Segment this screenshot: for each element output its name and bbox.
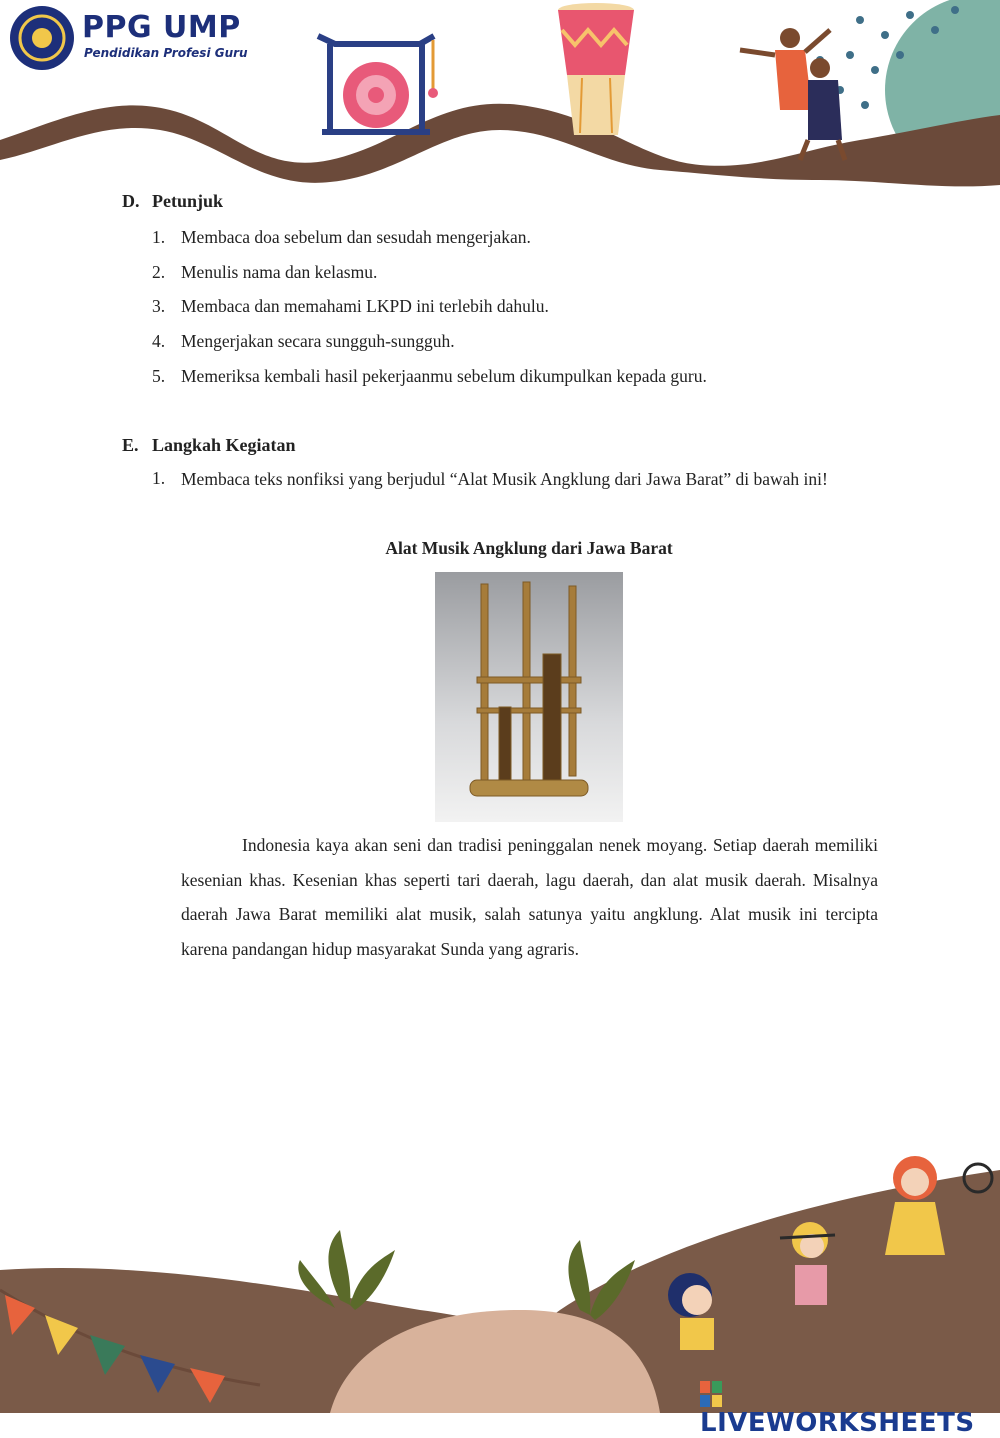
section-d-letter: D. [122, 191, 140, 211]
section-e-heading [122, 435, 296, 456]
instruction-text: Membaca dan memahami LKPD ini terlebih dahulu. [181, 296, 549, 316]
wavy-border-decoration [0, 104, 1000, 187]
step-text: Membaca teks nonfiksi yang berjudul “Alat Musik Angklung dari Jawa Barat” di bawah ini! [181, 469, 828, 489]
instruction-item [152, 296, 549, 317]
instruction-item [152, 227, 531, 248]
section-d-heading [122, 191, 223, 212]
instruction-item [152, 366, 707, 387]
gong-illustration [318, 36, 438, 132]
watermark-text: LIVEWORKSHEETS [700, 1408, 975, 1438]
section-e-letter: E. [122, 435, 139, 455]
logo-subtitle: Pendidikan Profesi Guru [84, 46, 248, 60]
step-number: 1. [152, 468, 166, 488]
section-d-title: Petunjuk [152, 191, 224, 211]
reading-paragraph: Indonesia kaya akan seni dan tradisi peninggalan nenek moyang. Setiap daerah memiliki kesenian khas. Kesenian khas seperti tari daerah, lagu daerah, dan alat musik daerah. Misalnya daerah Jawa Barat memiliki alat musik, salah satunya yaitu angklung. Alat musik ini tercipta karena pandangan hidup masyarakat Sunda yang agraris. [181, 835, 878, 959]
footer-decoration [0, 1140, 1000, 1413]
instruction-number: 3. [152, 296, 166, 316]
live-badge-icon [700, 1381, 722, 1407]
instruction-item [152, 331, 455, 352]
instruction-number: 2. [152, 262, 166, 282]
instruction-number: 5. [152, 366, 166, 386]
reading-title: Alat Musik Angklung dari Jawa Barat [385, 538, 673, 558]
liveworksheets-watermark[interactable] [700, 1378, 1000, 1438]
instruction-item [152, 262, 377, 283]
university-seal-logo [10, 6, 74, 70]
instruction-text: Membaca doa sebelum dan sesudah mengerjakan. [181, 227, 531, 247]
angklung-photo [435, 572, 623, 822]
section-e-title: Langkah Kegiatan [152, 435, 296, 455]
instruction-text: Memeriksa kembali hasil pekerjaanmu sebelum dikumpulkan kepada guru. [181, 366, 707, 386]
drum-illustration [558, 3, 634, 135]
instruction-number: 4. [152, 331, 166, 351]
instruction-text: Menulis nama dan kelasmu. [181, 262, 378, 282]
logo-title: PPG UMP [82, 10, 241, 45]
dancers-illustration [740, 28, 845, 160]
instruction-text: Mengerjakan secara sungguh-sungguh. [181, 331, 455, 351]
instruction-number: 1. [152, 227, 166, 247]
